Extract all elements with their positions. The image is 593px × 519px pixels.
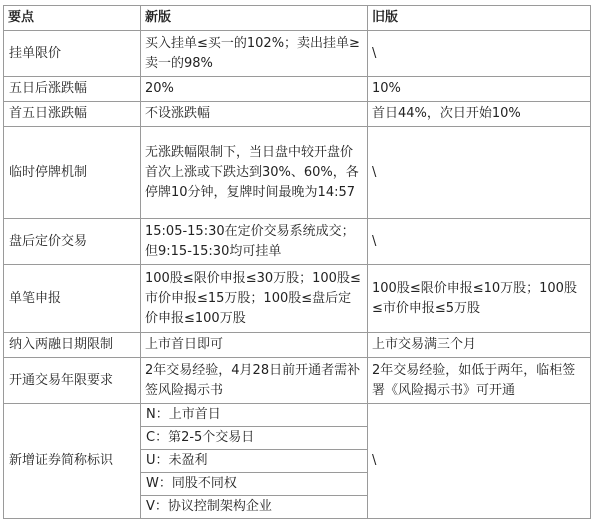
- row-label: 五日后涨跌幅: [4, 77, 141, 102]
- row-label: 挂单限价: [4, 31, 141, 77]
- new-version-cell: 100股≤限价申报≤30万股；100股≤市价申报≤15万股；100股≤盘后定价申报≤100万股: [141, 265, 368, 333]
- row-label: 单笔申报: [4, 265, 141, 333]
- new-version-cell: 不设涨跌幅: [141, 102, 368, 127]
- header-new-version: 新版: [141, 6, 368, 31]
- table-row: [4, 77, 591, 102]
- row-label: 新增证券简称标识: [4, 404, 141, 519]
- header-key-points: 要点: [4, 6, 141, 31]
- table-row: [4, 265, 591, 333]
- old-version-cell: 2年交易经验，如低于两年，临柜签署《风险揭示书》可开通: [368, 358, 591, 404]
- old-version-cell: 100股≤限价申报≤10万股；100股≤市价申报≤5万股: [368, 265, 591, 333]
- old-version-cell: 首日44%，次日开始10%: [368, 102, 591, 127]
- identifier-item-v: V：协议控制架构企业: [146, 499, 272, 514]
- new-version-cell: 20%: [141, 77, 368, 102]
- new-version-cell: 15:05-15:30在定价交易系统成交；但9:15-15:30均可挂单: [141, 219, 368, 265]
- row-label: 盘后定价交易: [4, 219, 141, 265]
- table-row: [4, 219, 591, 265]
- old-version-cell: \: [368, 219, 591, 265]
- row-label: 开通交易年限要求: [4, 358, 141, 404]
- table-row: [4, 31, 591, 77]
- old-version-cell: 上市交易满三个月: [368, 333, 591, 358]
- old-version-cell: 10%: [368, 77, 591, 102]
- identifier-item-w: W：同股不同权: [141, 473, 367, 496]
- identifier-item-c: C：第2-5个交易日: [141, 427, 367, 450]
- new-version-cell: 上市首日即可: [141, 333, 368, 358]
- new-version-cell: 买入挂单≤买一的102%；卖出挂单≥卖一的98%: [141, 31, 368, 77]
- new-version-cell: 无涨跌幅限制下，当日盘中较开盘价首次上涨或下跌达到30%、60%，各停牌10分钟，复牌时间最晚为14:57: [141, 127, 368, 219]
- comparison-table: [3, 5, 591, 519]
- table-row: [4, 358, 591, 404]
- table-row: [4, 127, 591, 219]
- row-label: 纳入两融日期限制: [4, 333, 141, 358]
- table-row: [4, 102, 591, 127]
- old-version-cell: \: [368, 31, 591, 77]
- new-version-cell: 2年交易经验，4月28日前开通者需补签风险揭示书: [141, 358, 368, 404]
- row-label: 临时停牌机制: [4, 127, 141, 219]
- header-old-version: 旧版: [368, 6, 591, 31]
- table-header-row: [4, 6, 591, 31]
- table-row-identifier: [4, 404, 591, 519]
- identifier-list: [141, 404, 368, 519]
- old-version-cell: \: [368, 404, 591, 519]
- identifier-item-u: U：未盈利: [141, 450, 367, 473]
- old-version-cell: \: [368, 127, 591, 219]
- table-row: [4, 333, 591, 358]
- identifier-item-n: N：上市首日: [141, 404, 367, 427]
- row-label: 首五日涨跌幅: [4, 102, 141, 127]
